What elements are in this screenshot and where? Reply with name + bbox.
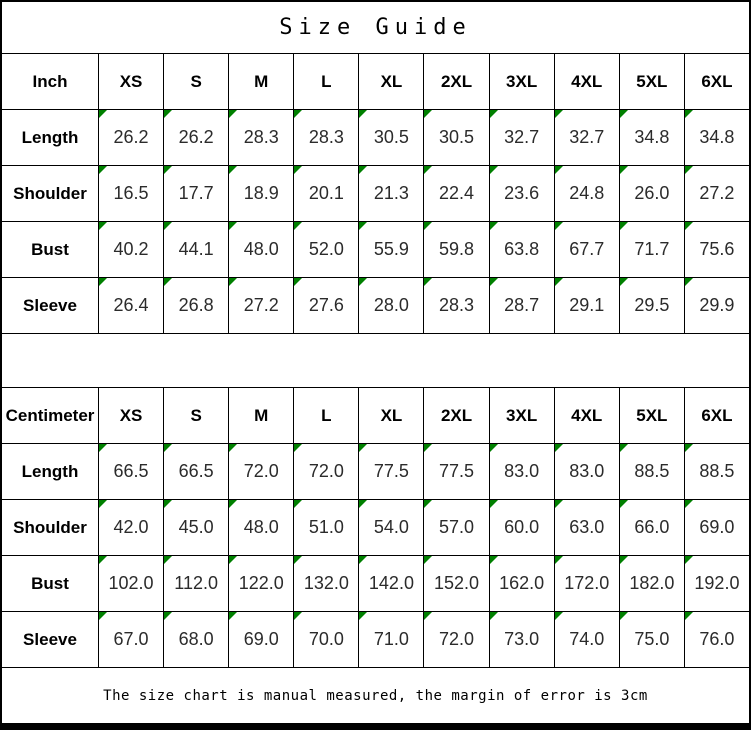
row-label-shoulder: Shoulder: [2, 500, 98, 555]
size-value-cell: [620, 612, 684, 667]
size-value: 172.0: [564, 573, 610, 593]
size-value-cell: [164, 278, 228, 333]
size-value: 24.8: [569, 183, 605, 203]
size-value-cell: [424, 612, 488, 667]
comment-triangle-icon: [490, 444, 498, 452]
size-value: 48.0: [243, 239, 279, 259]
row-label-shoulder: Shoulder: [2, 166, 98, 221]
size-value-cell: [294, 612, 358, 667]
size-value: 122.0: [238, 573, 284, 593]
comment-triangle-icon: [359, 110, 367, 118]
comment-triangle-icon: [490, 278, 498, 286]
comment-triangle-icon: [359, 612, 367, 620]
size-value: 162.0: [499, 573, 545, 593]
size-value: 23.6: [504, 183, 540, 203]
column-header-6xl: 6XL: [685, 388, 749, 443]
comment-triangle-icon: [685, 500, 693, 508]
size-value: 69.0: [243, 629, 279, 649]
size-value-cell: [620, 110, 684, 165]
size-value-cell: [359, 500, 423, 555]
size-value-cell: [164, 444, 228, 499]
size-value: 66.0: [634, 517, 670, 537]
size-value-cell: [359, 612, 423, 667]
size-value-cell: [424, 500, 488, 555]
size-value: 54.0: [373, 517, 409, 537]
size-value-cell: [685, 222, 749, 277]
size-value-cell: [490, 612, 554, 667]
row-label-bust: Bust: [2, 556, 98, 611]
comment-triangle-icon: [99, 278, 107, 286]
size-value-cell: [424, 166, 488, 221]
comment-triangle-icon: [685, 612, 693, 620]
size-value-cell: [229, 444, 293, 499]
size-value-cell: [555, 444, 619, 499]
size-value: 16.5: [113, 183, 149, 203]
comment-triangle-icon: [424, 444, 432, 452]
size-value: 152.0: [434, 573, 480, 593]
comment-triangle-icon: [294, 556, 302, 564]
size-value: 71.7: [634, 239, 670, 259]
size-value: 18.9: [243, 183, 279, 203]
comment-triangle-icon: [164, 110, 172, 118]
comment-triangle-icon: [229, 500, 237, 508]
size-value: 32.7: [504, 127, 540, 147]
size-value: 182.0: [629, 573, 675, 593]
size-value-cell: [424, 278, 488, 333]
size-value-cell: [294, 166, 358, 221]
size-value-cell: [359, 166, 423, 221]
size-value-cell: [229, 166, 293, 221]
size-value: 30.5: [373, 127, 409, 147]
comment-triangle-icon: [685, 444, 693, 452]
size-value: 30.5: [439, 127, 475, 147]
comment-triangle-icon: [294, 278, 302, 286]
size-value: 17.7: [178, 183, 214, 203]
size-value-cell: [99, 166, 163, 221]
size-value: 66.5: [178, 461, 214, 481]
size-value: 21.3: [373, 183, 409, 203]
comment-triangle-icon: [99, 222, 107, 230]
comment-triangle-icon: [555, 278, 563, 286]
size-value: 26.2: [178, 127, 214, 147]
comment-triangle-icon: [424, 110, 432, 118]
comment-triangle-icon: [555, 556, 563, 564]
row-label-length: Length: [2, 444, 98, 499]
comment-triangle-icon: [490, 556, 498, 564]
comment-triangle-icon: [359, 278, 367, 286]
comment-triangle-icon: [685, 556, 693, 564]
comment-triangle-icon: [685, 222, 693, 230]
column-header-4xl: 4XL: [555, 388, 619, 443]
column-header-4xl: 4XL: [555, 54, 619, 109]
size-value-cell: [229, 556, 293, 611]
size-value-cell: [424, 556, 488, 611]
size-value-cell: [294, 500, 358, 555]
comment-triangle-icon: [620, 110, 628, 118]
comment-triangle-icon: [359, 444, 367, 452]
comment-triangle-icon: [424, 556, 432, 564]
size-value: 42.0: [113, 517, 149, 537]
size-value-cell: [229, 612, 293, 667]
size-value-cell: [424, 110, 488, 165]
size-value-cell: [164, 110, 228, 165]
comment-triangle-icon: [99, 444, 107, 452]
size-value-cell: [620, 444, 684, 499]
size-value-cell: [99, 612, 163, 667]
size-value: 75.0: [634, 629, 670, 649]
comment-triangle-icon: [490, 110, 498, 118]
size-value-cell: [164, 556, 228, 611]
column-header-xs: XS: [99, 388, 163, 443]
size-value-cell: [555, 500, 619, 555]
comment-triangle-icon: [620, 444, 628, 452]
comment-triangle-icon: [555, 500, 563, 508]
size-value-cell: [555, 278, 619, 333]
size-value: 22.4: [439, 183, 475, 203]
comment-triangle-icon: [164, 556, 172, 564]
size-value-cell: [294, 278, 358, 333]
comment-triangle-icon: [490, 612, 498, 620]
comment-triangle-icon: [294, 500, 302, 508]
size-value: 45.0: [178, 517, 214, 537]
size-value: 29.9: [699, 295, 735, 315]
comment-triangle-icon: [490, 166, 498, 174]
column-header-5xl: 5XL: [620, 388, 684, 443]
size-value-cell: [359, 444, 423, 499]
size-value-cell: [359, 222, 423, 277]
size-value-cell: [620, 556, 684, 611]
size-value-cell: [555, 166, 619, 221]
size-value: 72.0: [308, 461, 344, 481]
size-value: 28.0: [373, 295, 409, 315]
comment-triangle-icon: [164, 278, 172, 286]
size-value: 28.3: [243, 127, 279, 147]
row-label-length: Length: [2, 110, 98, 165]
size-value-cell: [229, 278, 293, 333]
column-header-3xl: 3XL: [490, 388, 554, 443]
size-value: 75.6: [699, 239, 735, 259]
size-value: 71.0: [373, 629, 409, 649]
size-value: 77.5: [373, 461, 409, 481]
size-value-cell: [490, 166, 554, 221]
size-value-cell: [164, 222, 228, 277]
size-value: 72.0: [439, 629, 475, 649]
size-value-cell: [490, 222, 554, 277]
size-value-cell: [164, 166, 228, 221]
size-value: 55.9: [373, 239, 409, 259]
size-value-cell: [685, 444, 749, 499]
size-value-cell: [164, 612, 228, 667]
column-header-m: M: [229, 388, 293, 443]
size-value: 63.0: [569, 517, 605, 537]
size-value: 60.0: [504, 517, 540, 537]
size-value-cell: [555, 110, 619, 165]
comment-triangle-icon: [294, 110, 302, 118]
size-value-cell: [424, 444, 488, 499]
comment-triangle-icon: [164, 166, 172, 174]
size-value: 27.2: [243, 295, 279, 315]
size-value: 40.2: [113, 239, 149, 259]
size-value-cell: [99, 110, 163, 165]
row-label-sleeve: Sleeve: [2, 612, 98, 667]
size-value: 48.0: [243, 517, 279, 537]
size-value-cell: [620, 166, 684, 221]
comment-triangle-icon: [620, 222, 628, 230]
size-value: 88.5: [699, 461, 735, 481]
comment-triangle-icon: [555, 612, 563, 620]
size-value: 69.0: [699, 517, 735, 537]
size-value-cell: [685, 278, 749, 333]
comment-triangle-icon: [294, 444, 302, 452]
comment-triangle-icon: [229, 444, 237, 452]
size-value-cell: [685, 612, 749, 667]
comment-triangle-icon: [99, 612, 107, 620]
comment-triangle-icon: [229, 612, 237, 620]
comment-triangle-icon: [99, 500, 107, 508]
comment-triangle-icon: [99, 110, 107, 118]
size-value: 74.0: [569, 629, 605, 649]
size-value-cell: [490, 444, 554, 499]
column-header-2xl: 2XL: [424, 388, 488, 443]
size-value-cell: [685, 110, 749, 165]
size-value: 192.0: [694, 573, 740, 593]
column-header-l: L: [294, 54, 358, 109]
size-value-cell: [490, 556, 554, 611]
comment-triangle-icon: [229, 110, 237, 118]
size-value: 26.4: [113, 295, 149, 315]
size-value: 20.1: [308, 183, 344, 203]
size-value-cell: [555, 556, 619, 611]
comment-triangle-icon: [685, 110, 693, 118]
comment-triangle-icon: [229, 222, 237, 230]
size-value: 63.8: [504, 239, 540, 259]
comment-triangle-icon: [99, 166, 107, 174]
size-value: 27.6: [308, 295, 344, 315]
size-value: 83.0: [569, 461, 605, 481]
column-header-m: M: [229, 54, 293, 109]
table-spacer-row: [2, 334, 749, 387]
size-value-cell: [555, 222, 619, 277]
comment-triangle-icon: [359, 222, 367, 230]
size-value-cell: [620, 278, 684, 333]
size-value: 34.8: [699, 127, 735, 147]
comment-triangle-icon: [685, 278, 693, 286]
column-header-xs: XS: [99, 54, 163, 109]
comment-triangle-icon: [490, 500, 498, 508]
comment-triangle-icon: [424, 612, 432, 620]
comment-triangle-icon: [685, 166, 693, 174]
size-value: 51.0: [308, 517, 344, 537]
size-value-cell: [490, 278, 554, 333]
size-value: 88.5: [634, 461, 670, 481]
size-value-cell: [359, 110, 423, 165]
size-value-cell: [99, 278, 163, 333]
comment-triangle-icon: [620, 500, 628, 508]
comment-triangle-icon: [620, 612, 628, 620]
size-value-cell: [620, 500, 684, 555]
column-header-s: S: [164, 54, 228, 109]
size-value: 132.0: [303, 573, 349, 593]
size-value-cell: [294, 222, 358, 277]
comment-triangle-icon: [490, 222, 498, 230]
size-value: 59.8: [439, 239, 475, 259]
size-value-cell: [294, 556, 358, 611]
size-value-cell: [229, 222, 293, 277]
column-header-s: S: [164, 388, 228, 443]
footer-note: The size chart is manual measured, the margin of error is 3cm: [2, 668, 749, 723]
comment-triangle-icon: [359, 166, 367, 174]
size-value-cell: [620, 222, 684, 277]
unit-header-inch: Inch: [2, 54, 98, 109]
size-value: 34.8: [634, 127, 670, 147]
size-value-cell: [294, 444, 358, 499]
comment-triangle-icon: [424, 222, 432, 230]
size-value-cell: [229, 110, 293, 165]
size-value: 77.5: [439, 461, 475, 481]
size-value-cell: [99, 556, 163, 611]
size-value-cell: [359, 278, 423, 333]
size-value: 52.0: [308, 239, 344, 259]
comment-triangle-icon: [620, 278, 628, 286]
comment-triangle-icon: [164, 444, 172, 452]
size-value-cell: [685, 556, 749, 611]
size-value-cell: [555, 612, 619, 667]
size-value: 28.7: [504, 295, 540, 315]
size-value: 102.0: [108, 573, 154, 593]
comment-triangle-icon: [555, 444, 563, 452]
size-value: 26.2: [113, 127, 149, 147]
comment-triangle-icon: [99, 556, 107, 564]
size-guide-title: Size Guide: [2, 2, 749, 53]
size-value: 57.0: [439, 517, 475, 537]
size-value-cell: [294, 110, 358, 165]
size-value-cell: [164, 500, 228, 555]
row-label-bust: Bust: [2, 222, 98, 277]
size-value: 142.0: [368, 573, 414, 593]
comment-triangle-icon: [555, 222, 563, 230]
comment-triangle-icon: [229, 278, 237, 286]
comment-triangle-icon: [294, 612, 302, 620]
size-value-cell: [229, 500, 293, 555]
comment-triangle-icon: [555, 110, 563, 118]
comment-triangle-icon: [424, 278, 432, 286]
comment-triangle-icon: [164, 500, 172, 508]
size-value: 44.1: [178, 239, 214, 259]
size-value: 29.1: [569, 295, 605, 315]
size-value-cell: [685, 166, 749, 221]
column-header-6xl: 6XL: [685, 54, 749, 109]
size-value: 72.0: [243, 461, 279, 481]
comment-triangle-icon: [229, 556, 237, 564]
column-header-xl: XL: [359, 388, 423, 443]
size-value-cell: [99, 444, 163, 499]
comment-triangle-icon: [229, 166, 237, 174]
size-value: 67.7: [569, 239, 605, 259]
size-value: 32.7: [569, 127, 605, 147]
size-value-cell: [359, 556, 423, 611]
comment-triangle-icon: [164, 222, 172, 230]
size-value: 76.0: [699, 629, 735, 649]
comment-triangle-icon: [620, 166, 628, 174]
unit-header-centimeter: Centimeter: [2, 388, 98, 443]
size-value: 68.0: [178, 629, 214, 649]
size-value-cell: [490, 500, 554, 555]
size-value: 26.8: [178, 295, 214, 315]
size-value-cell: [490, 110, 554, 165]
size-value: 28.3: [308, 127, 344, 147]
column-header-2xl: 2XL: [424, 54, 488, 109]
comment-triangle-icon: [164, 612, 172, 620]
size-value-cell: [99, 500, 163, 555]
column-header-xl: XL: [359, 54, 423, 109]
size-value: 29.5: [634, 295, 670, 315]
column-header-l: L: [294, 388, 358, 443]
size-value: 28.3: [439, 295, 475, 315]
size-value-cell: [99, 222, 163, 277]
size-value-cell: [424, 222, 488, 277]
column-header-5xl: 5XL: [620, 54, 684, 109]
size-value: 67.0: [113, 629, 149, 649]
comment-triangle-icon: [620, 556, 628, 564]
comment-triangle-icon: [424, 500, 432, 508]
size-value: 112.0: [174, 573, 218, 593]
size-value: 66.5: [113, 461, 149, 481]
comment-triangle-icon: [424, 166, 432, 174]
column-header-3xl: 3XL: [490, 54, 554, 109]
comment-triangle-icon: [294, 166, 302, 174]
size-value: 27.2: [699, 183, 735, 203]
size-value-cell: [685, 500, 749, 555]
size-value: 73.0: [504, 629, 540, 649]
comment-triangle-icon: [294, 222, 302, 230]
size-value: 70.0: [308, 629, 344, 649]
size-value: 83.0: [504, 461, 540, 481]
row-label-sleeve: Sleeve: [2, 278, 98, 333]
comment-triangle-icon: [555, 166, 563, 174]
comment-triangle-icon: [359, 500, 367, 508]
size-value: 26.0: [634, 183, 670, 203]
comment-triangle-icon: [359, 556, 367, 564]
